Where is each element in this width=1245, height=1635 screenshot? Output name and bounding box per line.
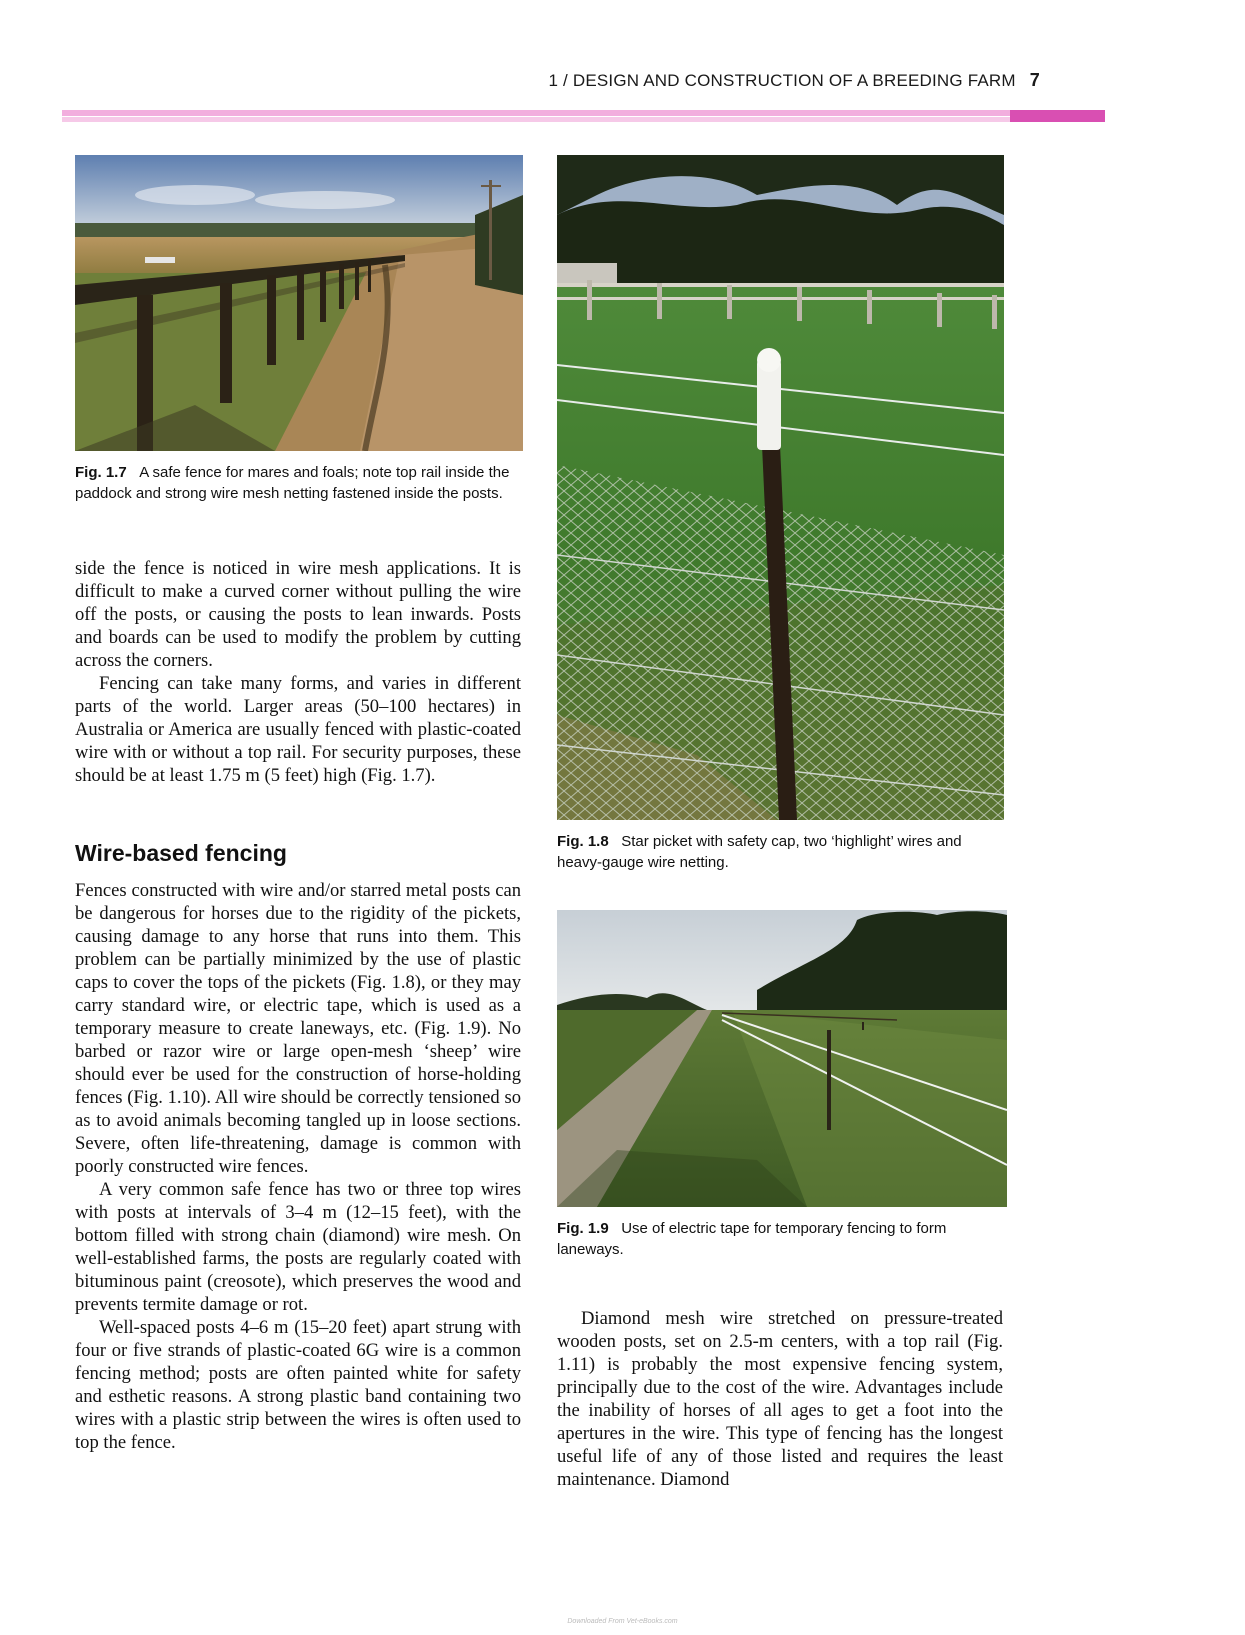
left-column-text-top bbox=[75, 557, 521, 787]
fig-1-8-caption bbox=[557, 831, 1007, 873]
paragraph: Diamond mesh wire stretched on pressure-treated wooden posts, set on 2.5-m centers, with a top rail (Fig. 1.11) is probably the most expensive fencing system, principally due to the cost of the wire. Advantages include the inability of horses of all ages to get a foot into the apertures in the wire. This type of fencing has the longest useful life of any of those listed and requires the least maintenance. Diamond bbox=[557, 1308, 1003, 1490]
fig-1-9-caption bbox=[557, 1218, 1007, 1260]
right-column-text bbox=[557, 1307, 1003, 1491]
paragraph: Well-spaced posts 4–6 m (15–20 feet) apart strung with four or five strands of plastic-coated 6G wire is a common fencing method; posts are often painted white for safety and esthetic reasons. A strong plastic band containing two wires with a plastic strip between the wires is often used to top the fence. bbox=[75, 1317, 521, 1453]
footer-watermark: Downloaded From Vet-eBooks.com bbox=[567, 1618, 678, 1625]
fig-1-8-photo bbox=[557, 155, 1004, 820]
running-header bbox=[0, 70, 1040, 91]
section-heading: Wire-based fencing bbox=[75, 840, 287, 866]
page-number: 7 bbox=[1029, 70, 1040, 90]
left-column-text-bottom bbox=[75, 879, 521, 1454]
fig-1-7-photo bbox=[75, 155, 523, 451]
paragraph: Fencing can take many forms, and varies in different parts of the world. Larger areas (50–100 hectares) in Australia or America are usually fenced with plastic-coated wire with or without a top rail. For security purposes, these should be at least 1.75 m (5 feet) high (Fig. 1.7). bbox=[75, 673, 521, 786]
fig-1-8-caption-text: Star picket with safety cap, two ‘highlight’ wires and heavy-gauge wire netting. bbox=[557, 833, 962, 871]
fig-1-9-caption-text: Use of electric tape for temporary fencing to form laneways. bbox=[557, 1220, 947, 1258]
header-band-lower bbox=[62, 117, 1105, 122]
paragraph: A very common safe fence has two or three top wires with posts at intervals of 3–4 m (12–15 feet), with the bottom filled with strong chain (diamond) wire mesh. On well-established farms, the posts are regularly coated with bituminous paint (creosote), which preserves the wood and prevents termite damage or rot. bbox=[75, 1179, 521, 1315]
fig-1-7-label: Fig. 1.7 bbox=[75, 464, 127, 481]
paragraph: side the fence is noticed in wire mesh applications. It is difficult to make a curved corner without pulling the wire off the posts, or causing the posts to lean inwards. Posts and boards can be used to modify the problem by cutting across the corners. bbox=[75, 558, 521, 671]
paragraph: Fences constructed with wire and/or starred metal posts can be dangerous for horses due to the rigidity of the pickets, causing damage to any horse that runs into them. This problem can be partially minimized by the use of plastic caps to cover the tops of the pickets (Fig. 1.8), or they may carry standard wire, or electric tape, which is used as a temporary measure to create laneways, etc. (Fig. 1.9). No barbed or razor wire or large open-mesh ‘sheep’ wire should ever be used for the construction of horse-holding fences (Fig. 1.10). All wire should be correctly tensioned so as to avoid animals becoming tangled up in loose sections. Severe, often life-threatening, damage is common with poorly constructed wire fences. bbox=[75, 880, 521, 1177]
fig-1-8-label: Fig. 1.8 bbox=[557, 833, 609, 850]
fig-1-9-label: Fig. 1.9 bbox=[557, 1220, 609, 1237]
fig-1-7-caption-text: A safe fence for mares and foals; note top rail inside the paddock and strong wire mesh netting fastened inside the posts. bbox=[75, 464, 510, 502]
fig-1-9-photo bbox=[557, 910, 1007, 1207]
header-band bbox=[62, 110, 1105, 116]
header-band-accent bbox=[1010, 110, 1105, 122]
running-title: 1 / DESIGN AND CONSTRUCTION OF A BREEDING FARM bbox=[548, 71, 1016, 90]
fig-1-7-caption bbox=[75, 462, 515, 504]
